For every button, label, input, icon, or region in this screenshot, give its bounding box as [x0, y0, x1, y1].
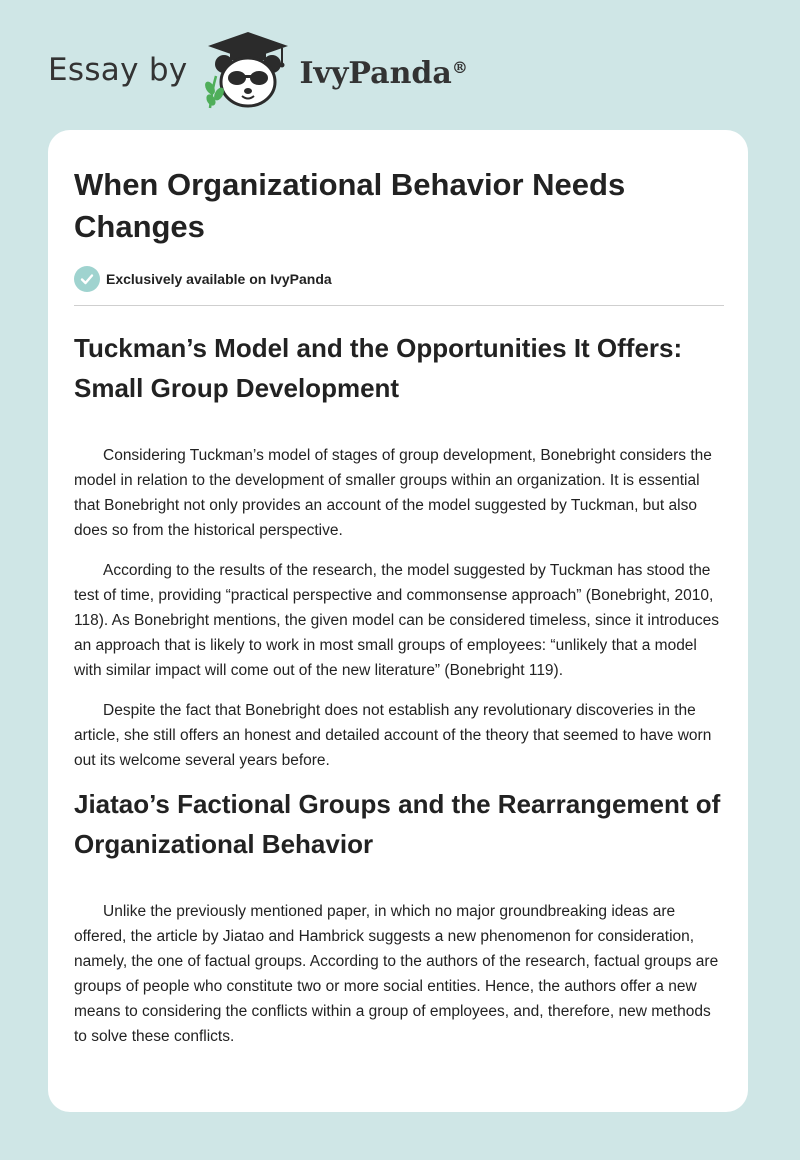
- paragraph: According to the results of the research, the model suggested by Tuckman has stood the test of time, providing “practical perspective and commonsense approach” (Bonebright, 2010, 118). As Bonebright mentions, the given model can be considered timeless, since it introduces an approach that is likely to work in most small groups of employees: “unlikely that a model with similar impact will come out of the new literature” (Bonebright 119).: [74, 562, 720, 679]
- exclusive-badge: [74, 266, 724, 292]
- paragraph: Considering Tuckman’s model of stages of group development, Bonebright considers the model in relation to the development of smaller groups within an organization. It is essential that Bonebright not only provides an account of the model suggested by Tuckman, but also does so from the historical perspective.: [74, 447, 712, 539]
- section-heading: Tuckman’s Model and the Opportunities It Offers: Small Group Development: [74, 333, 683, 403]
- section-heading: Jiatao’s Factional Groups and the Rearrangement of Organizational Behavior: [74, 789, 721, 859]
- title-divider: [74, 305, 724, 306]
- exclusive-label: Exclusively available on IvyPanda: [106, 271, 332, 287]
- essay-title: When Organizational Behavior Needs Changes: [74, 167, 626, 244]
- essay-card: [48, 130, 748, 1112]
- essay-content: [74, 130, 724, 1049]
- brand-text: IvyPanda: [299, 55, 452, 91]
- brand-name[interactable]: [300, 56, 468, 91]
- registered-mark: ®: [451, 57, 468, 77]
- panda-logo-icon[interactable]: [202, 30, 294, 110]
- site-header: [48, 30, 468, 110]
- paragraph: Unlike the previously mentioned paper, in which no major groundbreaking ideas are offered, the article by Jiatao and Hambrick suggests a new phenomenon for consideration, namely, the one of factual groups. According to the authors of the research, factual groups are groups of people who constitute two or more social entities. Hence, the authors offer a new means to considering the conflicts within a group of employees, and, therefore, new methods to solve these conflicts.: [74, 903, 719, 1045]
- essay-by-label: Essay by: [48, 52, 188, 88]
- check-circle-icon: [74, 266, 100, 292]
- paragraph: Despite the fact that Bonebright does not establish any revolutionary discoveries in the article, she still offers an honest and detailed account of the theory that seemed to have worn out its welcome several years before.: [74, 702, 712, 769]
